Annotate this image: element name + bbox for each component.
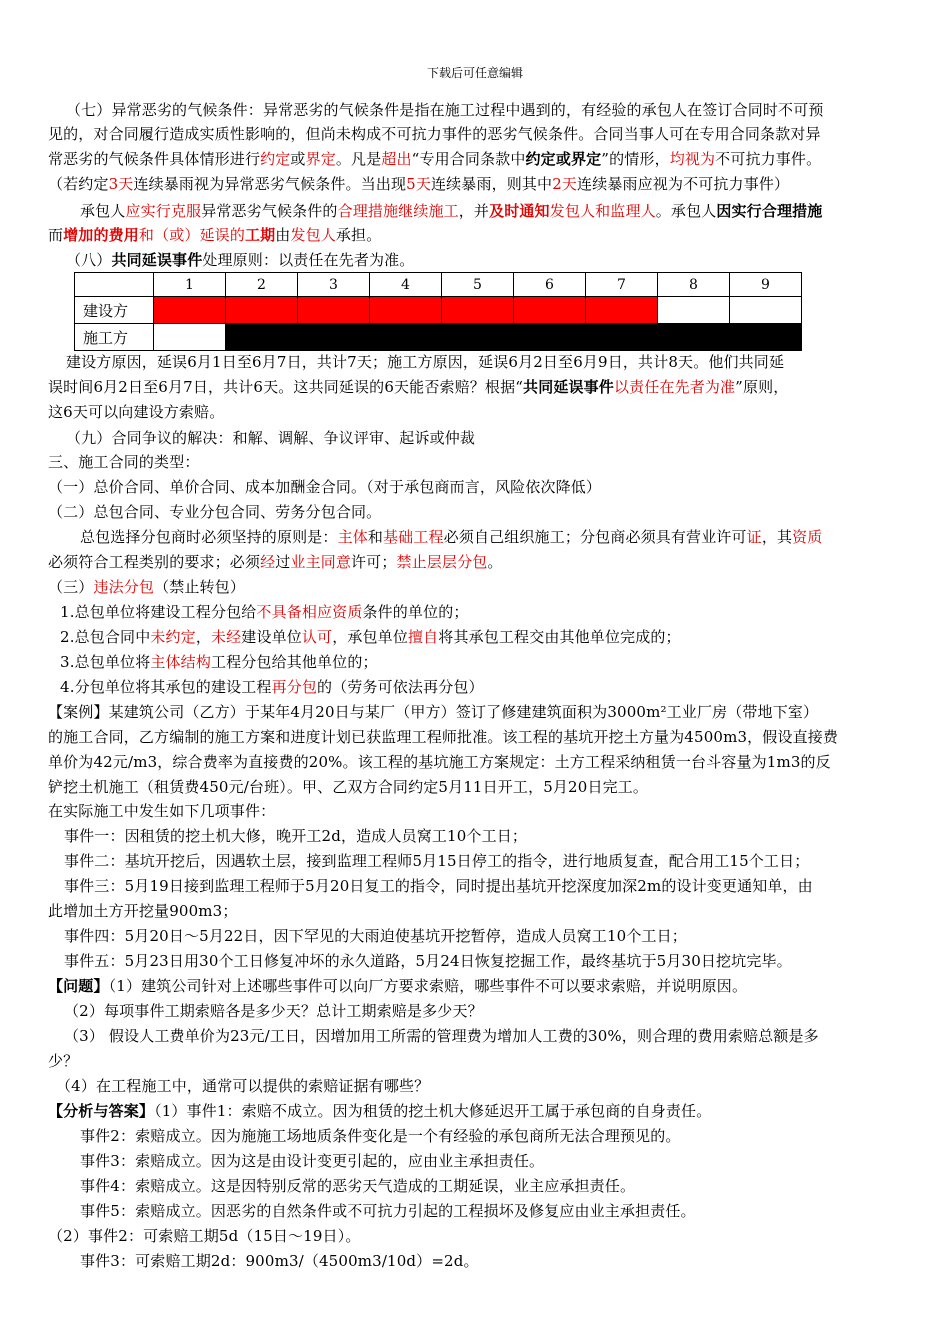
question-1: 【问题】（1）建筑公司针对上述哪些事件可以向厂方要求索赔，哪些事件不可以要求索赔，并说明原因。 (48, 977, 748, 995)
delay-cell (442, 324, 514, 351)
day-cell: 4 (370, 273, 442, 297)
section3-principle-line1: 总包选择分包商时必须坚持的原则是：主体和基础工程必须自己组织施工；分包商必须具有营业许可证，其资质 (80, 528, 823, 546)
delay-table-corner (75, 273, 154, 297)
event-3: 事件三：5月19日接到监理工程师于5月20日复工的指令，同时提出基坑开挖深度加深2m的设计变更通知单，由 (64, 877, 813, 895)
day-cell: 3 (298, 273, 370, 297)
delay-cell (154, 324, 226, 351)
question-3: （3） 假设人工费单价为23元/工日，因增加用工所需的管理费为增加人工费的30%，则合理的费用索赔总额是多 (64, 1027, 819, 1045)
delay-cell (514, 324, 586, 351)
illegal-item-1: 1.总包单位将建设工程分包给不具备相应资质条件的单位的； (60, 603, 469, 621)
para8-title: （八）共同延误事件处理原则：以责任在先者为准。 (66, 251, 415, 269)
delay-row-owner (75, 297, 802, 324)
delay-cell (154, 297, 226, 324)
day-cell: 8 (658, 273, 730, 297)
delay-text-line1: 建设方原因，延误6月1日至6月7日，共计7天；施工方原因，延误6月2日至6月9日，共计8天。他们共同延 (66, 353, 785, 371)
row-label-owner: 建设方 (75, 297, 154, 324)
case-line3: 单价为42元/m3，综合费率为直接费的20%。该工程的基坑施工方案规定：土方工程采纳租赁一台斗容量为1m3的反 (48, 753, 831, 771)
page-header: 下载后可任意编辑 (426, 66, 523, 80)
question-2: （2）每项事件工期索赔各是多少天？总计工期索赔是多少天？ (64, 1002, 483, 1020)
delay-text-line2: 误时间6月2日至6月7日，共计6天。这共同延误的6天能否索赔？根据“共同延误事件以责任在先者为准”原则， (48, 378, 789, 396)
day-cell: 2 (226, 273, 298, 297)
delay-cell (730, 324, 802, 351)
para9: （九）合同争议的解决：和解、调解、争议评审、起诉或仲裁 (66, 429, 476, 447)
event-4: 事件四：5月20日～5月22日，因下罕见的大雨迫使基坑开挖暂停，造成人员窝工10个工日； (64, 927, 687, 945)
para7-line2: 见的，对合同履行造成实质性影响的，但尚未构成不可抗力事件的恶劣气候条件。合同当事人可在专用合同条款对异 (48, 125, 821, 143)
delay-cell (658, 324, 730, 351)
delay-cell (226, 324, 298, 351)
section3-type2: （二）总包合同、专业分包合同、劳务分包合同。 (48, 503, 382, 521)
event-2: 事件二：基坑开挖后，因遇软土层，接到监理工程师5月15日停工的指令，进行地质复查，配合用工15个工日； (64, 852, 810, 870)
answer-event-5: 事件5：索赔成立。因恶劣的自然条件或不可抗力引起的工程损坏及修复应由业主承担责任。 (80, 1202, 696, 1220)
question-3-cont: 少？ (48, 1052, 79, 1070)
delay-cell (586, 324, 658, 351)
answer-1: 【分析与答案】（1）事件1：索赔不成立。因为租赁的挖土机大修延迟开工属于承包商的自身责任。 (48, 1102, 712, 1120)
para7-line5: 承包人应实行克服异常恶劣气候条件的合理措施继续施工，并及时通知发包人和监理人。承包人因实行合理措施 (80, 202, 823, 220)
section3-type3: （三）违法分包（禁止转包） (48, 578, 245, 596)
delay-cell (298, 297, 370, 324)
answer-event-2: 事件2：索赔成立。因为施施工场地质条件变化是一个有经验的承包商所无法合理预见的。 (80, 1127, 681, 1145)
case-line2: 的施工合同，乙方编制的施工方案和进度计划已获监理工程师批准。该工程的基坑开挖土方量为4500m3，假设直接费 (48, 728, 839, 746)
section3-title: 三、施工合同的类型： (48, 453, 200, 471)
day-cell: 6 (514, 273, 586, 297)
answer-event-4: 事件4：索赔成立。这是因特别反常的恶劣天气造成的工期延误，业主应承担责任。 (80, 1177, 636, 1195)
event-5: 事件五：5月23日用30个工日修复冲坏的永久道路，5月24日恢复挖掘工作，最终基坑于5月30日挖坑完毕。 (64, 952, 792, 970)
para7-line1: （七）异常恶劣的气候条件：异常恶劣的气候条件是指在施工过程中遇到的，有经验的承包人在签订合同时不可预 (66, 101, 824, 119)
day-cell: 9 (730, 273, 802, 297)
para7-line4: （若约定3天连续暴雨视为异常恶劣气候条件。当出现5天连续暴雨，则其中2天连续暴雨应视为不可抗力事件） (48, 175, 790, 193)
delay-row-contractor (75, 324, 802, 351)
delay-cell (442, 297, 514, 324)
delay-cell (298, 324, 370, 351)
day-cell: 7 (586, 273, 658, 297)
event-3-cont: 此增加土方开挖量900m3； (48, 902, 238, 920)
delay-cell (370, 297, 442, 324)
row-label-contractor: 施工方 (75, 324, 154, 351)
delay-table (74, 272, 802, 351)
case-line1: 【案例】某建筑公司（乙方）于某年4月20日与某厂（甲方）签订了修建建筑面积为3000m²工业厂房（带地下室） (48, 703, 819, 721)
illegal-item-4: 4.分包单位将其承包的建设工程再分包的（劳务可依法再分包） (60, 678, 484, 696)
delay-cell (730, 297, 802, 324)
answer-2-event-2: （2）事件2：可索赔工期5d（15日～19日）。 (48, 1227, 361, 1245)
illegal-item-3: 3.总包单位将主体结构工程分包给其他单位的； (60, 653, 378, 671)
day-cell: 5 (442, 273, 514, 297)
delay-cell (226, 297, 298, 324)
illegal-item-2: 2.总包合同中未约定，未经建设单位认可，承包单位擅自将其承包工程交由其他单位完成的； (60, 628, 681, 646)
event-1: 事件一：因租赁的挖土机大修，晚开工2d，造成人员窝工10个工日； (64, 827, 528, 845)
case-line4: 铲挖土机施工（租赁费450元/台班）。甲、乙双方合同约定5月11日开工，5月20日完工。 (48, 778, 649, 796)
answer-2-event-3: 事件3：可索赔工期2d：900m3/（4500m3/10d）=2d。 (80, 1252, 479, 1270)
delay-text-line3: 这6天可以向建设方索赔。 (48, 403, 225, 421)
case-line5: 在实际施工中发生如下几项事件： (48, 802, 276, 820)
delay-cell (586, 297, 658, 324)
day-cell: 1 (154, 273, 226, 297)
delay-cell (658, 297, 730, 324)
para7-line3: 常恶劣的气候条件具体情形进行约定或界定。凡是超出“专用合同条款中约定或界定”的情形，均视为不可抗力事件。 (48, 150, 822, 168)
delay-cell (514, 297, 586, 324)
section3-type1: （一）总价合同、单价合同、成本加酬金合同。（对于承包商而言，风险依次降低） (48, 478, 602, 496)
section3-principle-line2: 必须符合工程类别的要求；必须经过业主同意许可；禁止层层分包。 (48, 553, 503, 571)
para7-line6: 而增加的费用和（或）延误的工期由发包人承担。 (48, 226, 382, 244)
delay-table-header-row (75, 273, 802, 297)
delay-cell (370, 324, 442, 351)
answer-event-3: 事件3：索赔成立。因为这是由设计变更引起的，应由业主承担责任。 (80, 1152, 545, 1170)
question-4: （4）在工程施工中，通常可以提供的索赔证据有哪些？ (56, 1077, 430, 1095)
